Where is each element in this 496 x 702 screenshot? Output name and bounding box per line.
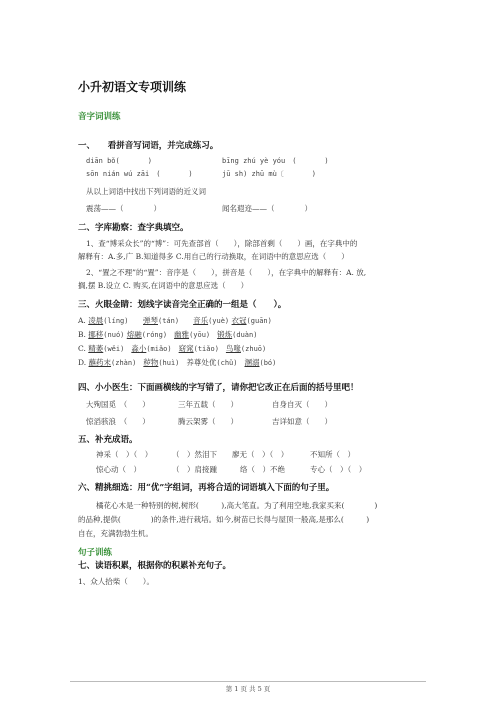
option-d: D. 蘸药末(zhàn) 秽物(huì) 养尊处优(chǔ) 溷溺(bó) xyxy=(78,358,277,367)
pinyin-item: sōn nián wú zāi ( ) xyxy=(86,170,193,178)
section-heading-sentences: 句子训练 xyxy=(78,548,113,558)
instruction-text: 从以上词语中找出下列词语的近义词 xyxy=(86,187,206,196)
question-text: 2、“置之不理”的“置”：音序是（ ），拼音是（ ），在字典中的解释有：A. 放, xyxy=(86,268,367,277)
idiom-item: 廖无（ ）（ ） xyxy=(232,450,289,459)
question-text: 1、查“博采众长”的“博”：可先查部首（ ），除部首剩（ ）画，在字典中的 xyxy=(86,239,358,248)
pinyin-item: diān bǒ( ) xyxy=(86,157,152,165)
page-title: 小升初语文专项训练 xyxy=(78,80,187,94)
question-text: 解释有：A.多,广 B.知道得多 C.用自己的行动换取，在词语中的意思应选（ ） xyxy=(78,252,349,261)
option-a: A. 凌晨(líng) 弹琴(tán) 音乐(yuè) 衣冠(guān) xyxy=(78,316,272,325)
idiom-item: 神采（ ）（ ） xyxy=(96,450,153,459)
correction-item: 腾云架雾（ ） xyxy=(178,417,238,426)
question-4-heading: 四、小小医生：下面画横线的字写错了，请你把它改正在后面的括号里吧！ xyxy=(78,383,359,393)
option-b: B. 挪移(nuó) 熔融(róng) 幽雅(yōu) 锻炼(duàn) xyxy=(78,330,258,339)
idiom-item: 不知所（ ） xyxy=(310,450,355,459)
question-2-heading: 二、字库勘察：查字典填空。 xyxy=(78,223,189,233)
page-footer: 第 1 页 共 5 页 xyxy=(225,685,271,693)
idiom-item: 络（ ）不绝 xyxy=(240,465,285,474)
idiom-item: 专心（ ）（ ） xyxy=(310,465,367,474)
paragraph-line: 的品种,提供( )的条件,进行栽培。如今,树苗已长得与屋顶一般高,是那么( ) xyxy=(78,515,370,524)
question-text: 1、众人拾柴（ ）。 xyxy=(78,577,155,586)
idiom-item: （ ）肩接踵 xyxy=(172,465,217,474)
correction-item: 惊滔骇浪 （ ） xyxy=(86,417,150,426)
idiom-item: （ ）然泪下 xyxy=(172,450,217,459)
question-3-heading: 三、火眼金睛：划线字读音完全正确的一组是（ ）。 xyxy=(78,300,287,310)
correction-item: 大殉国觅 （ ） xyxy=(86,400,150,409)
option-c: C. 精萎(wěi) 淼小(miǎo) 窈窕(tiǎo) 鸟喙(zhuō) xyxy=(78,344,267,353)
pinyin-item: bīng zhú yè yóu ( ) xyxy=(222,157,329,165)
question-text: 搁,摆 B.设立 C. 购买,在词语中的意思应选（ ） xyxy=(78,281,249,290)
footer-divider xyxy=(70,681,426,682)
correction-item: 吉详如意（ ） xyxy=(272,417,332,426)
question-1-heading: 一、 看拼音写词语，并完成练习。 xyxy=(78,141,219,151)
paragraph-line: 橘花心木是一种特别的树,树形( ),高大笔直。为了利用空地,我家买来( ) xyxy=(96,501,378,510)
idiom-item: 惊心动（ ） xyxy=(96,465,141,474)
question-7-heading: 七、读语积累，根据你的积累补充句子。 xyxy=(78,561,232,571)
correction-item: 自身自灭（ ） xyxy=(272,400,332,409)
question-5-heading: 五、补充成语。 xyxy=(78,435,138,445)
correction-item: 三年五载（ ） xyxy=(178,400,238,409)
synonym-item: 震荡——（ ） xyxy=(86,204,161,213)
section-heading-characters: 音字词训练 xyxy=(78,112,121,122)
synonym-item: 闻名遐迩——（ ） xyxy=(222,204,312,213)
question-6-heading: 六、精挑细选：用“优”字组词，再将合适的词语填入下面的句子里。 xyxy=(78,483,335,493)
paragraph-line: 自在，充满勃勃生机。 xyxy=(78,529,153,538)
pinyin-item: jū sh) zhū mù〔 ) xyxy=(222,170,317,178)
